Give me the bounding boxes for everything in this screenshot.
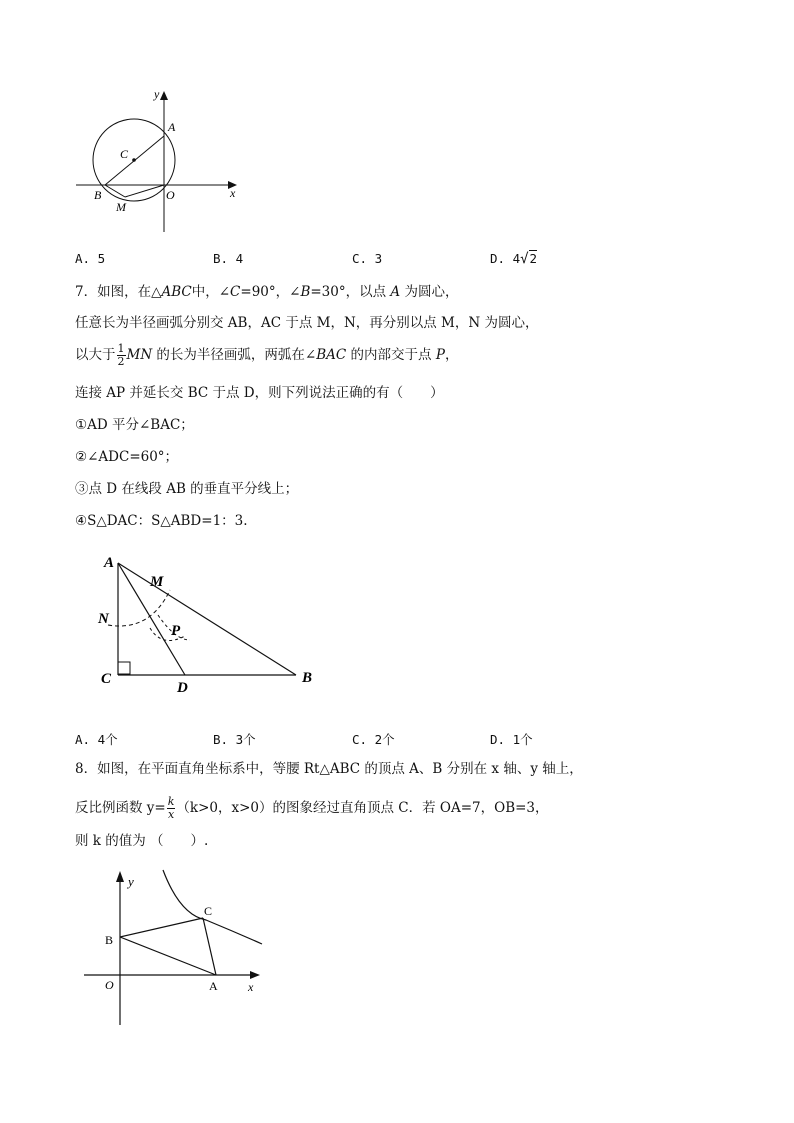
q6-option-b[interactable]: B. 4 [213, 251, 244, 266]
q7-line-1: 7．如图，在△ABC中，∠C=90°，∠B=30°，以点 A 为圆心， [75, 284, 459, 300]
fig2-label-p: P [171, 623, 181, 639]
q7-option-c[interactable]: C. 2个 [352, 732, 395, 747]
q7-statement-2: ②∠ADC=60°； [75, 449, 179, 465]
fig1-label-m: M [116, 200, 126, 214]
q7-option-b[interactable]: B. 3个 [213, 732, 256, 747]
q7-option-a[interactable]: A. 4个 [75, 732, 118, 747]
fig1-label-y: y [154, 87, 160, 101]
q7-line-4: 连接 AP 并延长交 BC 于点 D，则下列说法正确的有（ ） [75, 385, 444, 401]
fig1-label-x: x [230, 186, 236, 200]
fig3-label-y: y [128, 874, 134, 889]
q6-option-d[interactable]: D. 4√2 [490, 251, 538, 267]
q7-statement-1: ①AD 平分∠BAC； [75, 417, 194, 433]
fig1-label-a: A [168, 120, 176, 134]
fig3-label-c: C [204, 904, 213, 918]
fig3-label-b: B [105, 933, 114, 947]
q7-line-2: 任意长为半径画弧分别交 AB，AC 于点 M，N，再分别以点 M，N 为圆心， [75, 315, 539, 331]
fig1-label-o: O [166, 188, 175, 202]
q8-line-3: 则 k 的值为 （ ）. [75, 833, 209, 849]
fig3-label-a: A [209, 979, 218, 993]
fig3-label-x: x [248, 980, 254, 994]
q7-statement-3: ③点 D 在线段 AB 的垂直平分线上； [75, 481, 299, 497]
q7-statement-4: ④S△DAC：S△ABD=1：3. [75, 513, 248, 529]
fig3-label-o: O [105, 978, 114, 992]
q7-line-3: 以大于 $\frac{1}{2}$ MN 的长为半径画弧，两弧在∠BAC 的内部交于点 P， [75, 342, 459, 368]
fig1-label-c: C [120, 147, 129, 161]
q6-option-c[interactable]: C. 3 [352, 251, 383, 266]
q8-line-2: 反比例函数 y= $\frac{k}{x}$ （k>0，x>0）的图象经过直角顶点 C．若 OA=7，OB=3， [75, 795, 549, 821]
q6-option-a[interactable]: A. 5 [75, 251, 106, 266]
fig2-label-b: B [302, 670, 313, 686]
fig2-label-n: N [98, 611, 109, 627]
fig1-label-b: B [94, 188, 102, 202]
fig2-label-c: C [101, 671, 112, 687]
fig2-label-m: M [150, 574, 164, 590]
q8-line-1: 8．如图，在平面直角坐标系中，等腰 Rt△ABC 的顶点 A、B 分别在 x 轴、y 轴上， [75, 761, 583, 777]
fig2-label-d: D [177, 680, 188, 696]
q7-option-d[interactable]: D. 1个 [490, 732, 533, 747]
fig2-label-a: A [104, 555, 115, 571]
